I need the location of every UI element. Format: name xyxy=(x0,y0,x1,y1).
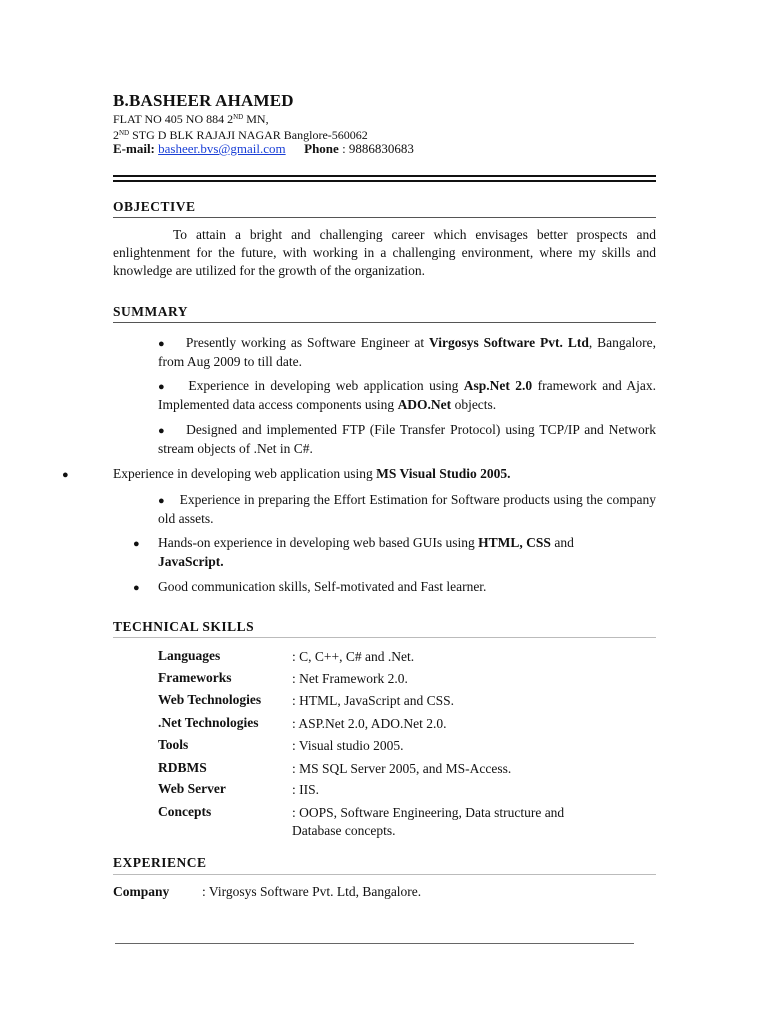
footer-rule xyxy=(115,943,634,944)
email-label: E-mail: xyxy=(113,141,155,156)
skill-value: : Net Framework 2.0. xyxy=(292,671,408,686)
experience-heading: EXPERIENCE xyxy=(113,855,207,870)
phone-number: : 9886830683 xyxy=(342,141,414,156)
skill-value: : OOPS, Software Engineering, Data structure and Database concepts. xyxy=(292,805,565,838)
summary-heading: SUMMARY xyxy=(113,304,189,319)
skill-label: Languages xyxy=(158,648,221,663)
skill-value: : ASP.Net 2.0, ADO.Net 2.0. xyxy=(292,716,447,731)
skills-heading: TECHNICAL SKILLS xyxy=(113,619,255,634)
summary-divider xyxy=(113,322,656,323)
header-rule-top xyxy=(113,175,656,177)
contact-line xyxy=(113,141,414,157)
summary-item: ● Experience in preparing the Effort Estimation for Software products using the company old assets. xyxy=(158,492,656,526)
summary-item: ● Designed and implemented FTP (File Transfer Protocol) using TCP/IP and Network stream objects of .Net in C#. xyxy=(158,422,657,456)
summary-item: ● Experience in developing web application using Asp.Net 2.0 framework and Ajax. Implemented data access components using ADO.Net objects. xyxy=(158,378,656,412)
objective-heading: OBJECTIVE xyxy=(113,199,196,214)
experience-divider xyxy=(113,874,656,875)
objective-divider xyxy=(113,217,656,218)
bullet-icon: ● xyxy=(158,381,167,393)
skill-value: : C, C++, C# and .Net. xyxy=(292,649,415,664)
summary-item: ● Experience in developing web application using MS Visual Studio 2005. xyxy=(62,465,510,484)
phone-label: Phone xyxy=(304,141,339,156)
bullet-icon: ● xyxy=(158,338,167,350)
summary-item: ● Good communication skills, Self-motivated and Fast learner. xyxy=(133,578,486,597)
skill-label: Tools xyxy=(158,737,189,752)
company-label: Company xyxy=(113,884,170,899)
skill-label: Concepts xyxy=(158,804,212,819)
skill-value: : MS SQL Server 2005, and MS-Access. xyxy=(292,761,512,776)
bullet-icon: ● xyxy=(158,425,167,437)
skill-label: RDBMS xyxy=(158,760,207,775)
summary-item: ● Hands-on experience in developing web based GUIs using HTML, CSS and JavaScript. xyxy=(133,535,574,569)
summary-item: ● Presently working as Software Engineer at Virgosys Software Pvt. Ltd, Bangalore, from Aug 2009 to till date. xyxy=(158,335,656,369)
email-link[interactable]: basheer.bvs@gmail.com xyxy=(158,141,286,156)
bullet-icon: ● xyxy=(158,495,165,507)
objective-text: To attain a bright and challenging career which envisages better prospects and enlightenment for the future, with working in a challenging environment, where my skills and knowledge are utilized for the growth of the organization. xyxy=(113,227,656,278)
skill-value: : HTML, JavaScript and CSS. xyxy=(292,693,454,708)
skill-value: : IIS. xyxy=(292,782,319,797)
skill-label: Frameworks xyxy=(158,670,232,685)
bullet-icon: ● xyxy=(133,582,140,594)
bullet-icon: ● xyxy=(133,538,140,550)
address-line-1: FLAT NO 405 NO 884 2ND MN, xyxy=(113,112,269,126)
skill-label: .Net Technologies xyxy=(158,715,259,730)
skill-value: : Visual studio 2005. xyxy=(292,738,404,753)
bullet-icon: ● xyxy=(62,469,69,481)
address-line-2: 2ND STG D BLK RAJAJI NAGAR Banglore-560062 xyxy=(113,128,368,142)
skill-label: Web Server xyxy=(158,781,226,796)
candidate-name: B.BASHEER AHAMED xyxy=(113,91,294,110)
skill-label: Web Technologies xyxy=(158,692,262,707)
header-rule-bottom xyxy=(113,180,656,182)
skills-divider xyxy=(113,637,656,638)
company-value: : Virgosys Software Pvt. Ltd, Bangalore. xyxy=(202,884,422,899)
